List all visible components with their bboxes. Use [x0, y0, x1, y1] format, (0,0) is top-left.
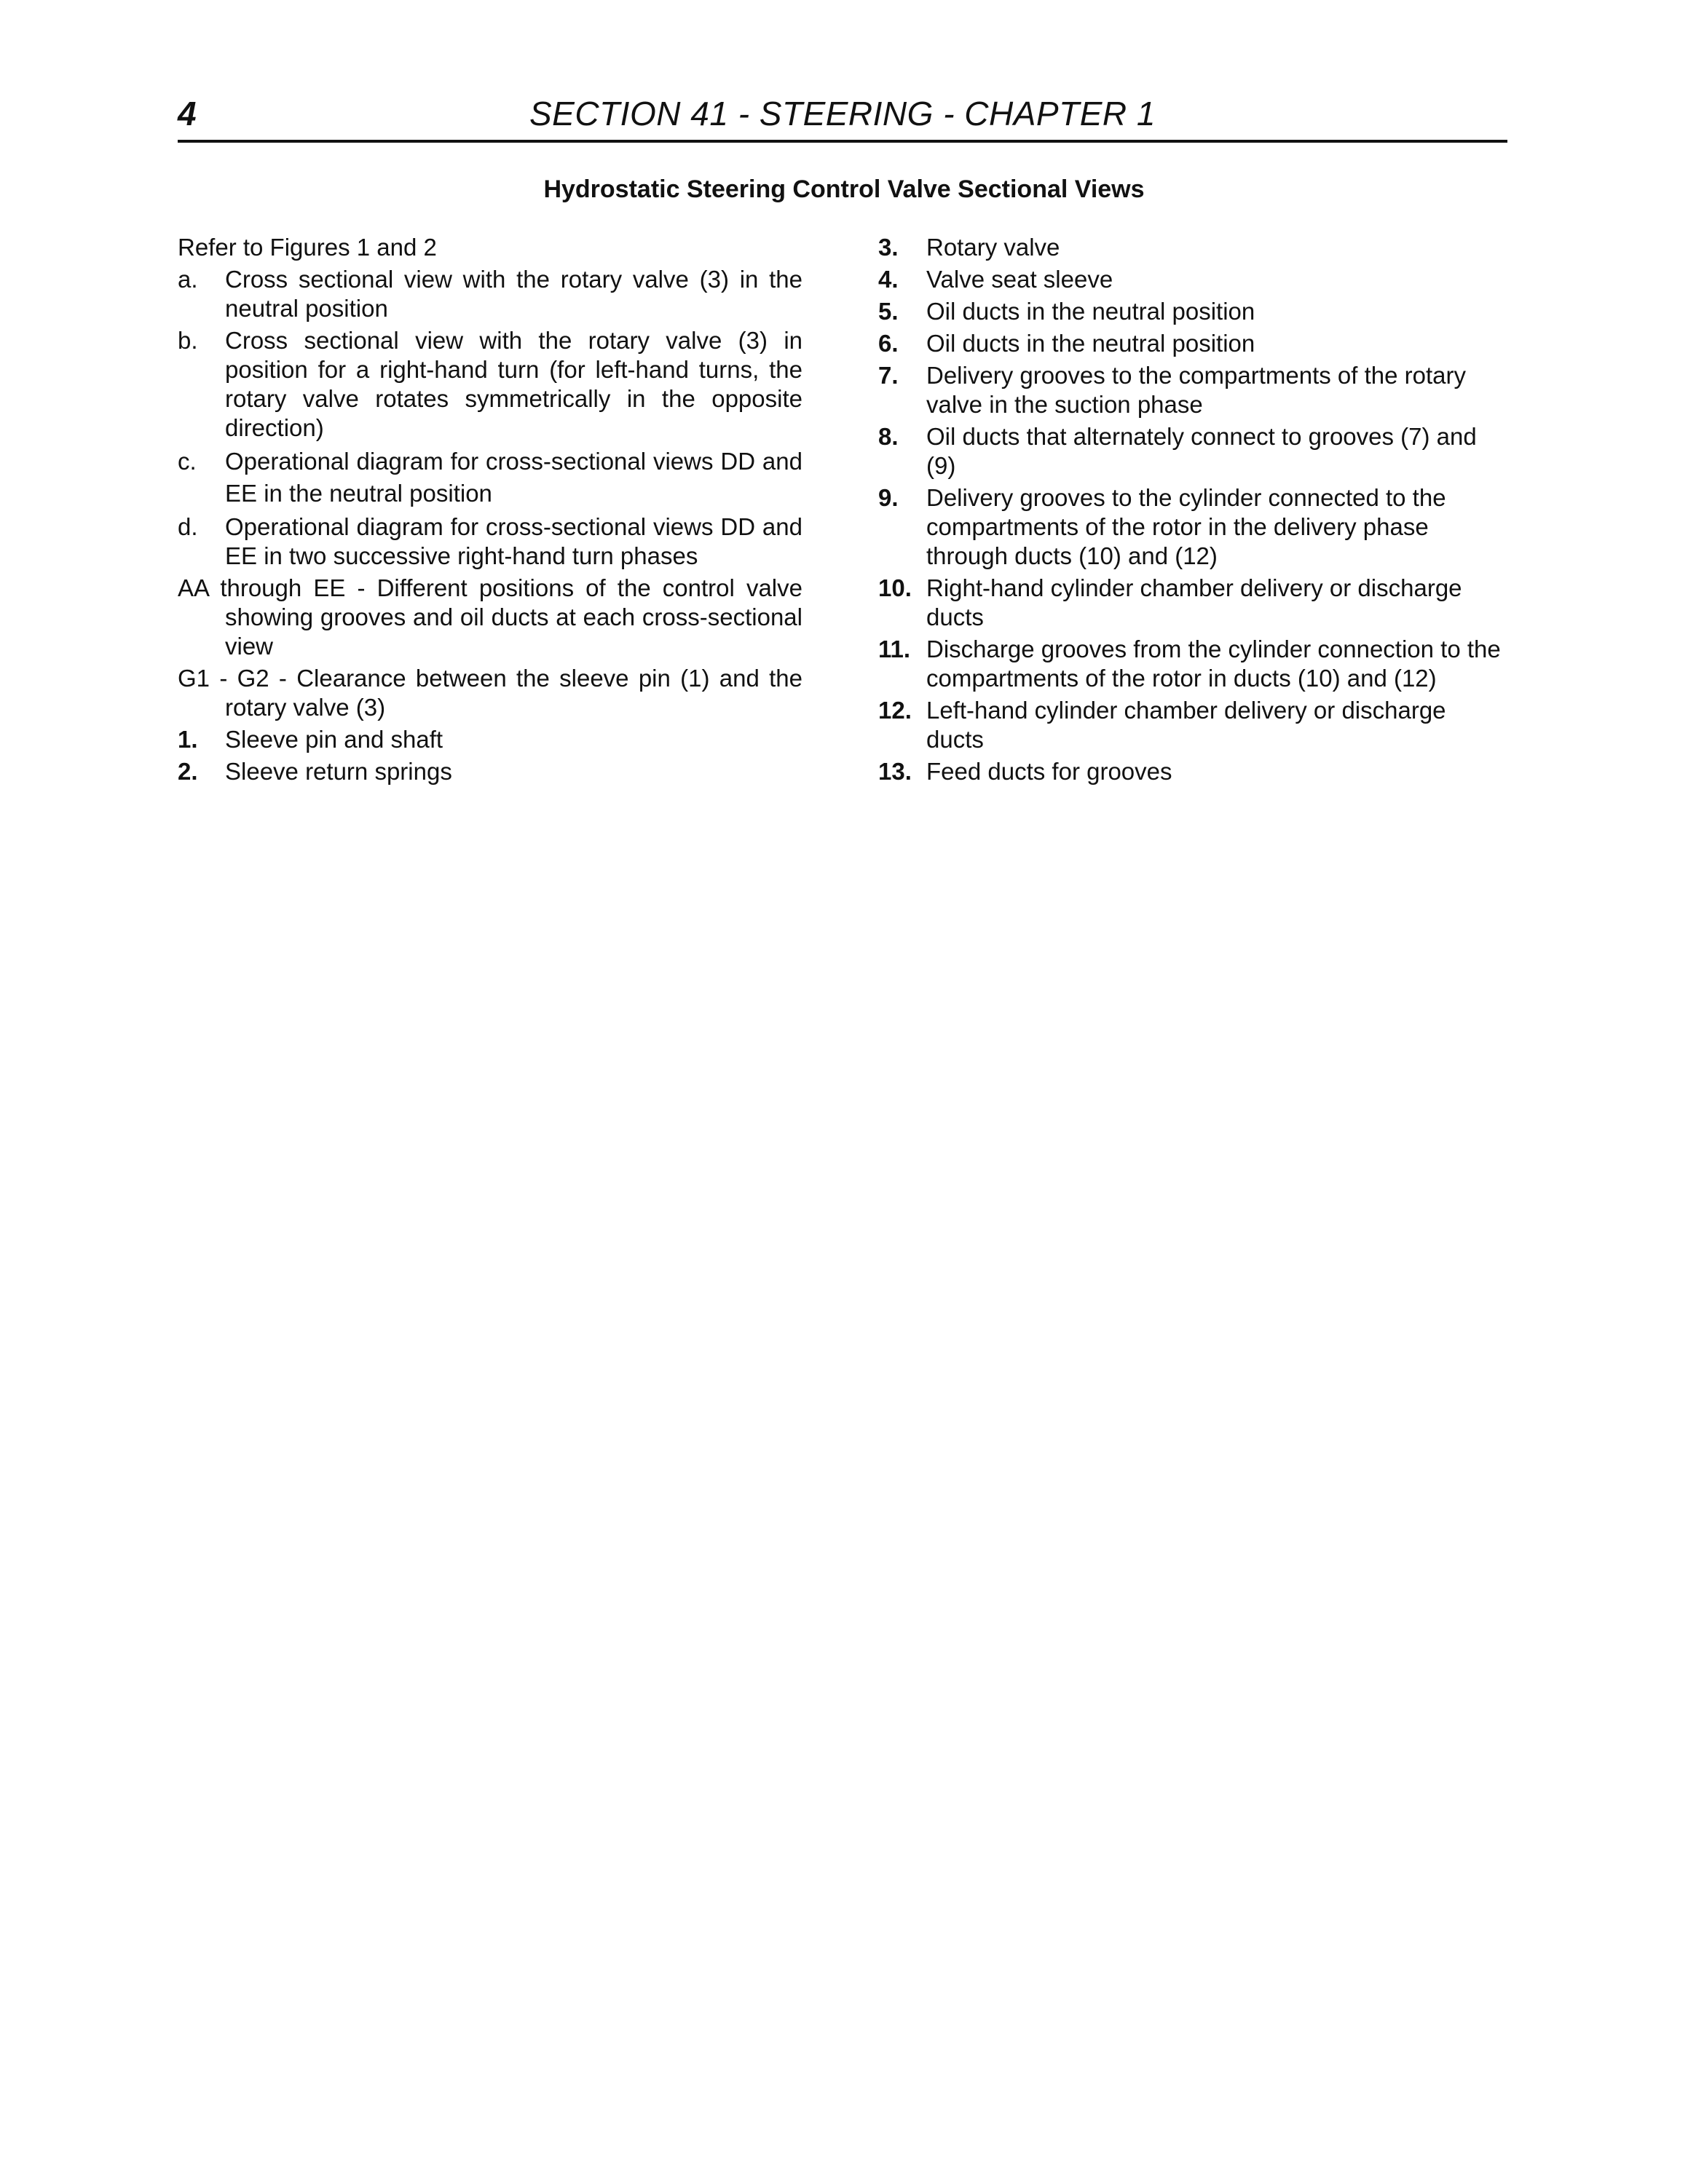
item-text: Discharge grooves from the cylinder connection to the compartments of the rotor in ducts (10) and (12) — [926, 636, 1501, 692]
item-marker: 9. — [878, 484, 899, 511]
item-marker: 7. — [878, 362, 899, 389]
item-marker: 3. — [878, 234, 899, 261]
page-header — [178, 93, 1507, 143]
figure-legend-heading: Hydrostatic Steering Control Valve Sectional Views — [543, 175, 1145, 203]
item-text: Operational diagram for cross-sectional views DD and EE in two successive right-hand turn phases — [225, 513, 802, 569]
item-text: Valve seat sleeve — [926, 266, 1113, 293]
item-marker: 13. — [878, 758, 912, 785]
item-marker: 5. — [878, 298, 899, 325]
item-text: Delivery grooves to the cylinder connected to the compartments of the rotor in the delivery phase through ducts (10) and (12) — [926, 484, 1446, 569]
numbered-item-7 — [878, 361, 1509, 419]
numbered-item-11 — [878, 635, 1509, 693]
item-text: Rotary valve — [926, 234, 1060, 261]
numbered-item-9 — [878, 483, 1509, 571]
numbered-item-10 — [878, 574, 1509, 632]
numbered-item-3 — [878, 233, 1509, 262]
item-text: Sleeve pin and shaft — [225, 726, 443, 753]
numbered-item-4 — [878, 265, 1509, 294]
section-title: SECTION 41 - STEERING - CHAPTER 1 — [529, 95, 1156, 132]
item-text: Left-hand cylinder chamber delivery or discharge ducts — [926, 697, 1446, 753]
item-marker: 11. — [878, 636, 911, 662]
item-marker: 6. — [878, 330, 899, 357]
item-marker: 4. — [878, 266, 899, 293]
item-text: Oil ducts in the neutral position — [926, 298, 1255, 325]
item-marker: 2. — [178, 758, 198, 785]
page-number: 4 — [178, 95, 197, 132]
item-marker: a. — [178, 266, 198, 293]
lettered-item-d — [178, 513, 802, 571]
aa-ee-description: AA through EE - Different positions of the control valve showing grooves and oil ducts at each cross-sectional view — [178, 574, 802, 660]
item-text: Cross sectional view with the rotary valve (3) in position for a right-hand turn (for left-hand turns, the rotary valve rotates symmetrically in the opposite direction) — [225, 327, 802, 441]
lettered-item-a — [178, 265, 802, 323]
g1-g2-description: G1 - G2 - Clearance between the sleeve pin (1) and the rotary valve (3) — [178, 665, 802, 721]
numbered-item-6 — [878, 329, 1509, 358]
item-marker: 10. — [878, 574, 912, 601]
item-marker: d. — [178, 513, 198, 540]
item-text: Oil ducts in the neutral position — [926, 330, 1255, 357]
right-column — [878, 233, 1509, 789]
numbered-item-12 — [878, 696, 1509, 754]
item-text: Sleeve return springs — [225, 758, 452, 785]
lettered-item-b — [178, 326, 802, 443]
item-marker: c. — [178, 448, 197, 475]
numbered-item-13 — [878, 757, 1509, 786]
item-text: Delivery grooves to the compartments of the rotary valve in the suction phase — [926, 362, 1466, 418]
left-column — [178, 233, 802, 789]
item-text: Right-hand cylinder chamber delivery or discharge ducts — [926, 574, 1462, 630]
item-text: Operational diagram for cross-sectional views DD and EE in the neutral position — [225, 448, 802, 507]
numbered-item-1 — [178, 725, 802, 754]
lettered-item-c — [178, 446, 802, 510]
item-text: Feed ducts for grooves — [926, 758, 1172, 785]
numbered-item-5 — [878, 297, 1509, 326]
item-marker: 1. — [178, 726, 198, 753]
item-marker: b. — [178, 327, 198, 354]
numbered-item-2 — [178, 757, 802, 786]
item-text: Cross sectional view with the rotary valve (3) in the neutral position — [225, 266, 802, 322]
item-marker: 8. — [878, 423, 899, 450]
numbered-item-8 — [878, 422, 1509, 480]
item-marker: 12. — [878, 697, 912, 724]
intro-text: Refer to Figures 1 and 2 — [178, 234, 437, 261]
item-text: Oil ducts that alternately connect to grooves (7) and (9) — [926, 423, 1477, 479]
